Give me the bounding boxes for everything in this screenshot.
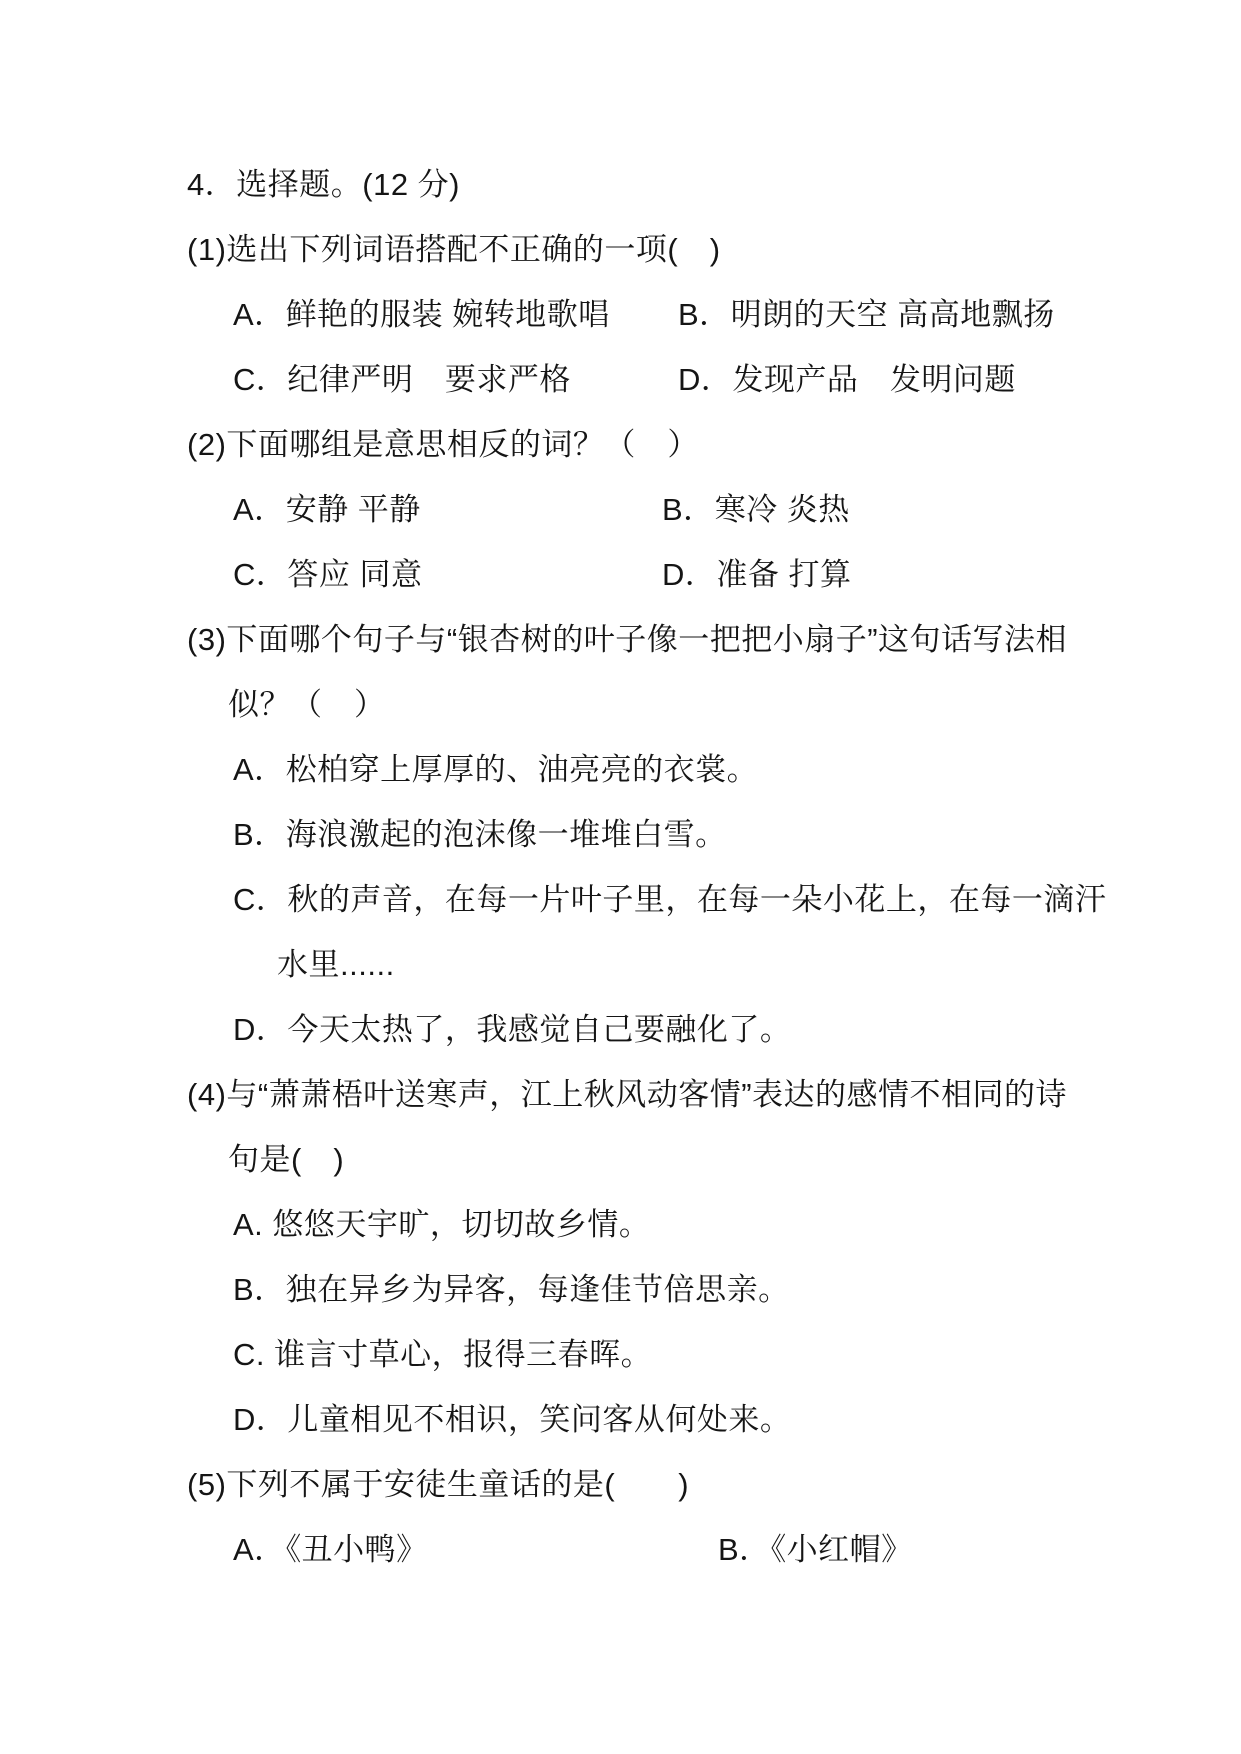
question-5-number: (5)	[187, 1467, 227, 1502]
question-2-option-b-text: 寒冷 炎热	[714, 492, 850, 527]
question-2-option-b-label: B．	[662, 492, 715, 527]
question-3-option-d-label: D．	[233, 1012, 288, 1047]
question-2-options-row-cd	[0, 542, 1241, 607]
question-3-prompt-text-line-2: 似？（ ）	[228, 687, 386, 722]
question-4-option-d-label: D．	[233, 1402, 288, 1437]
question-2-option-d-text: 准备 打算	[716, 557, 852, 592]
question-1-option-b	[678, 282, 1055, 347]
question-4-option-c-label: C.	[233, 1337, 275, 1372]
question-3-option-d	[0, 997, 1241, 1062]
question-2-option-c-text: 答应 同意	[287, 557, 423, 592]
question-1-options-row-ab	[0, 282, 1241, 347]
question-4-option-d-text: 儿童相见不相识，笑问客从何处来。	[287, 1402, 792, 1437]
question-5-option-b	[718, 1517, 913, 1582]
question-1-number: (1)	[187, 232, 227, 267]
question-4-option-b	[0, 1257, 1241, 1322]
question-3-prompt-line-1	[0, 607, 1241, 672]
question-2-option-d	[662, 542, 852, 607]
question-2-option-a	[233, 477, 662, 542]
question-1-options-row-cd	[0, 347, 1241, 412]
question-1-option-d-label: D．	[678, 362, 733, 397]
question-1-option-c-label: C．	[233, 362, 288, 397]
question-2-prompt	[0, 412, 1241, 477]
question-1-prompt	[0, 217, 1241, 282]
question-2-option-c-label: C．	[233, 557, 288, 592]
question-5-option-a	[233, 1517, 718, 1582]
question-2-option-c	[233, 542, 662, 607]
question-4-number: (4)	[187, 1077, 227, 1112]
question-5-prompt-text: 下列不属于安徒生童话的是( )	[226, 1467, 690, 1502]
question-5-option-a-text: 《丑小鸭》	[285, 1532, 428, 1567]
question-1-option-a	[233, 282, 678, 347]
section-heading	[0, 152, 1241, 217]
question-3-option-d-text: 今天太热了，我感觉自己要融化了。	[287, 1012, 792, 1047]
question-2-prompt-text: 下面哪组是意思相反的词？（ ）	[226, 427, 699, 462]
question-3-prompt-text-line-1: 下面哪个句子与“银杏树的叶子像一把把小扇子”这句话写法相	[226, 622, 1068, 657]
question-1-option-d	[678, 347, 1016, 412]
question-5-prompt	[0, 1452, 1241, 1517]
question-4-prompt-line-2	[0, 1127, 1241, 1192]
question-2-option-a-label: A．	[233, 492, 286, 527]
question-1-prompt-text: 选出下列词语搭配不正确的一项( )	[226, 232, 721, 267]
question-3-option-a-text: 松柏穿上厚厚的、油亮亮的衣裳。	[285, 752, 759, 787]
question-3-option-b-text: 海浪激起的泡沫像一堆堆白雪。	[285, 817, 727, 852]
question-1-option-b-text: 明朗的天空 高高地飘扬	[730, 297, 1055, 332]
question-2-number: (2)	[187, 427, 227, 462]
question-4-prompt-text-line-1: 与“萧萧梧叶送寒声，江上秋风动客情”表达的感情不相同的诗	[226, 1077, 1068, 1112]
section-number: 4．	[187, 167, 237, 202]
question-1-option-b-label: B．	[678, 297, 731, 332]
question-4-option-b-text: 独在异乡为异客，每逢佳节倍思亲。	[285, 1272, 790, 1307]
question-3-option-c-continuation: 水里......	[277, 947, 395, 982]
section-title: 选择题。(12 分)	[236, 167, 460, 202]
question-5-option-b-text: 《小红帽》	[770, 1532, 913, 1567]
question-2-options-row-ab	[0, 477, 1241, 542]
question-5-options-row-ab	[0, 1517, 1241, 1582]
question-5-option-b-label: B．	[718, 1532, 771, 1567]
question-4-option-d	[0, 1387, 1241, 1452]
question-3-option-c-text-line-2	[0, 932, 1241, 997]
question-4-option-a-text: 悠悠天宇旷，切切故乡情。	[272, 1207, 651, 1242]
question-3-option-b	[0, 802, 1241, 867]
question-4-option-a	[0, 1192, 1241, 1257]
question-1-option-a-label: A．	[233, 297, 286, 332]
question-2-option-d-label: D．	[662, 557, 717, 592]
question-3-option-c	[0, 867, 1241, 932]
question-4-option-a-label: A.	[233, 1207, 273, 1242]
question-1-option-d-text: 发现产品 发明问题	[732, 362, 1016, 397]
question-4-option-b-label: B．	[233, 1272, 286, 1307]
question-1-option-c	[233, 347, 678, 412]
question-4-prompt-line-1	[0, 1062, 1241, 1127]
question-4-prompt-text-line-2: 句是( )	[228, 1142, 345, 1177]
question-4-option-c-text: 谁言寸草心，报得三春晖。	[274, 1337, 653, 1372]
question-3-option-a	[0, 737, 1241, 802]
question-3-number: (3)	[187, 622, 227, 657]
question-5-option-a-label: A．	[233, 1532, 286, 1567]
question-3-option-c-label: C．	[233, 882, 288, 917]
question-3-prompt-line-2	[0, 672, 1241, 737]
question-3-option-b-label: B．	[233, 817, 286, 852]
question-1-option-a-text: 鲜艳的服装 婉转地歌唱	[285, 297, 610, 332]
question-3-option-a-label: A．	[233, 752, 286, 787]
question-1-option-c-text: 纪律严明 要求严格	[287, 362, 571, 397]
question-2-option-b	[662, 477, 850, 542]
question-2-option-a-text: 安静 平静	[285, 492, 421, 527]
question-4-option-c	[0, 1322, 1241, 1387]
question-3-option-c-text: 秋的声音，在每一片叶子里，在每一朵小花上，在每一滴汗	[287, 882, 1107, 917]
